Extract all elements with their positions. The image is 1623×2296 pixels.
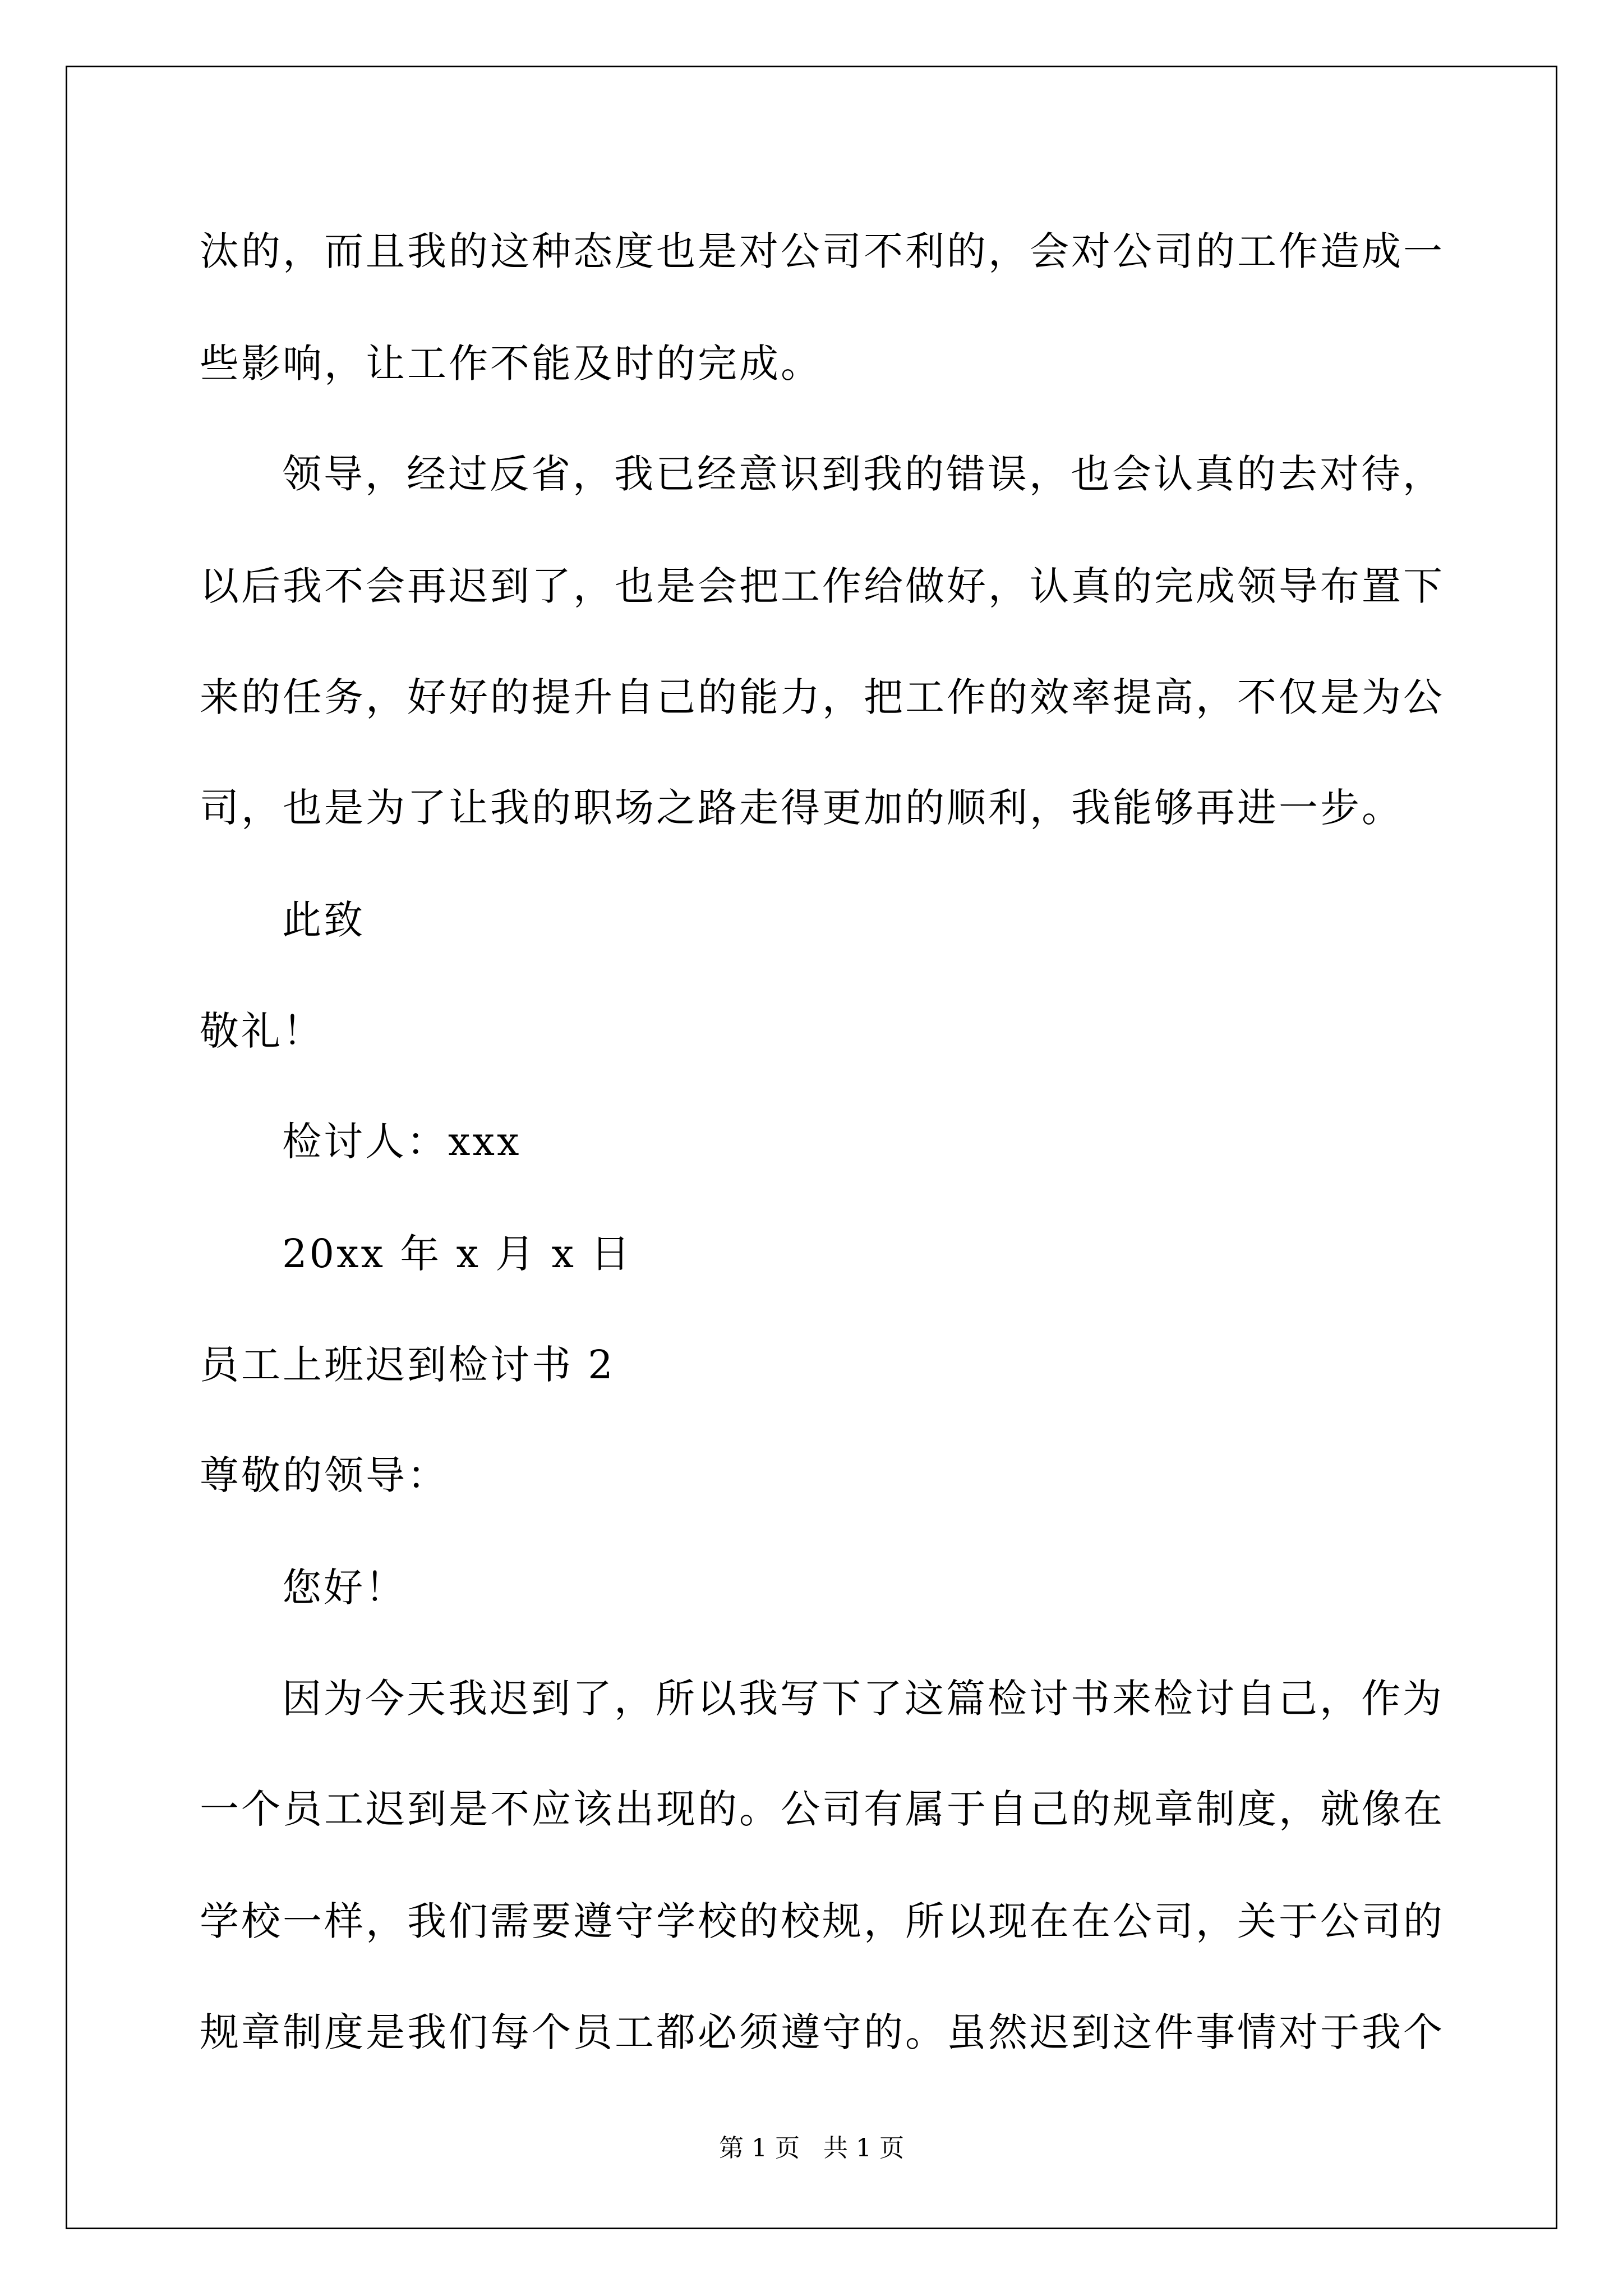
paragraph-line: 司，也是为了让我的职场之路走得更加的顺利，我能够再进一步。 bbox=[200, 785, 1403, 831]
signature-line: 检讨人：xxx bbox=[282, 1119, 522, 1165]
paragraph-line: 领导，经过反省，我已经意识到我的错误，也会认真的去对待， bbox=[282, 451, 1444, 497]
closing-regards: 敬礼！ bbox=[200, 1008, 324, 1054]
greeting-line: 尊敬的领导： bbox=[200, 1452, 449, 1498]
paragraph-line: 因为今天我迟到了，所以我写下了这篇检讨书来检讨自己，作为 bbox=[282, 1676, 1444, 1722]
paragraph-line: 以后我不会再迟到了，也是会把工作给做好，认真的完成领导布置下 bbox=[200, 563, 1445, 609]
closing-salutation: 此致 bbox=[282, 897, 365, 943]
paragraph-line: 一个员工迟到是不应该出现的。公司有属于自己的规章制度，就像在 bbox=[200, 1786, 1445, 1832]
greeting-line: 您好！ bbox=[282, 1565, 407, 1611]
paragraph-line: 汰的，而且我的这种态度也是对公司不利的，会对公司的工作造成一 bbox=[200, 228, 1445, 274]
section-title: 员工上班迟到检讨书 2 bbox=[200, 1342, 615, 1388]
paragraph-line: 规章制度是我们每个员工都必须遵守的。虽然迟到这件事情对于我个 bbox=[200, 2009, 1445, 2055]
paragraph-line: 来的任务，好好的提升自己的能力，把工作的效率提高，不仅是为公 bbox=[200, 674, 1445, 720]
paragraph-line: 学校一样，我们需要遵守学校的校规，所以现在在公司，关于公司的 bbox=[200, 1898, 1445, 1944]
paragraph-line: 些影响，让工作不能及时的完成。 bbox=[200, 341, 822, 386]
date-line: 20xx 年 x 月 x 日 bbox=[282, 1231, 633, 1277]
page-number-footer: 第 1 页 共 1 页 bbox=[719, 2134, 904, 2162]
